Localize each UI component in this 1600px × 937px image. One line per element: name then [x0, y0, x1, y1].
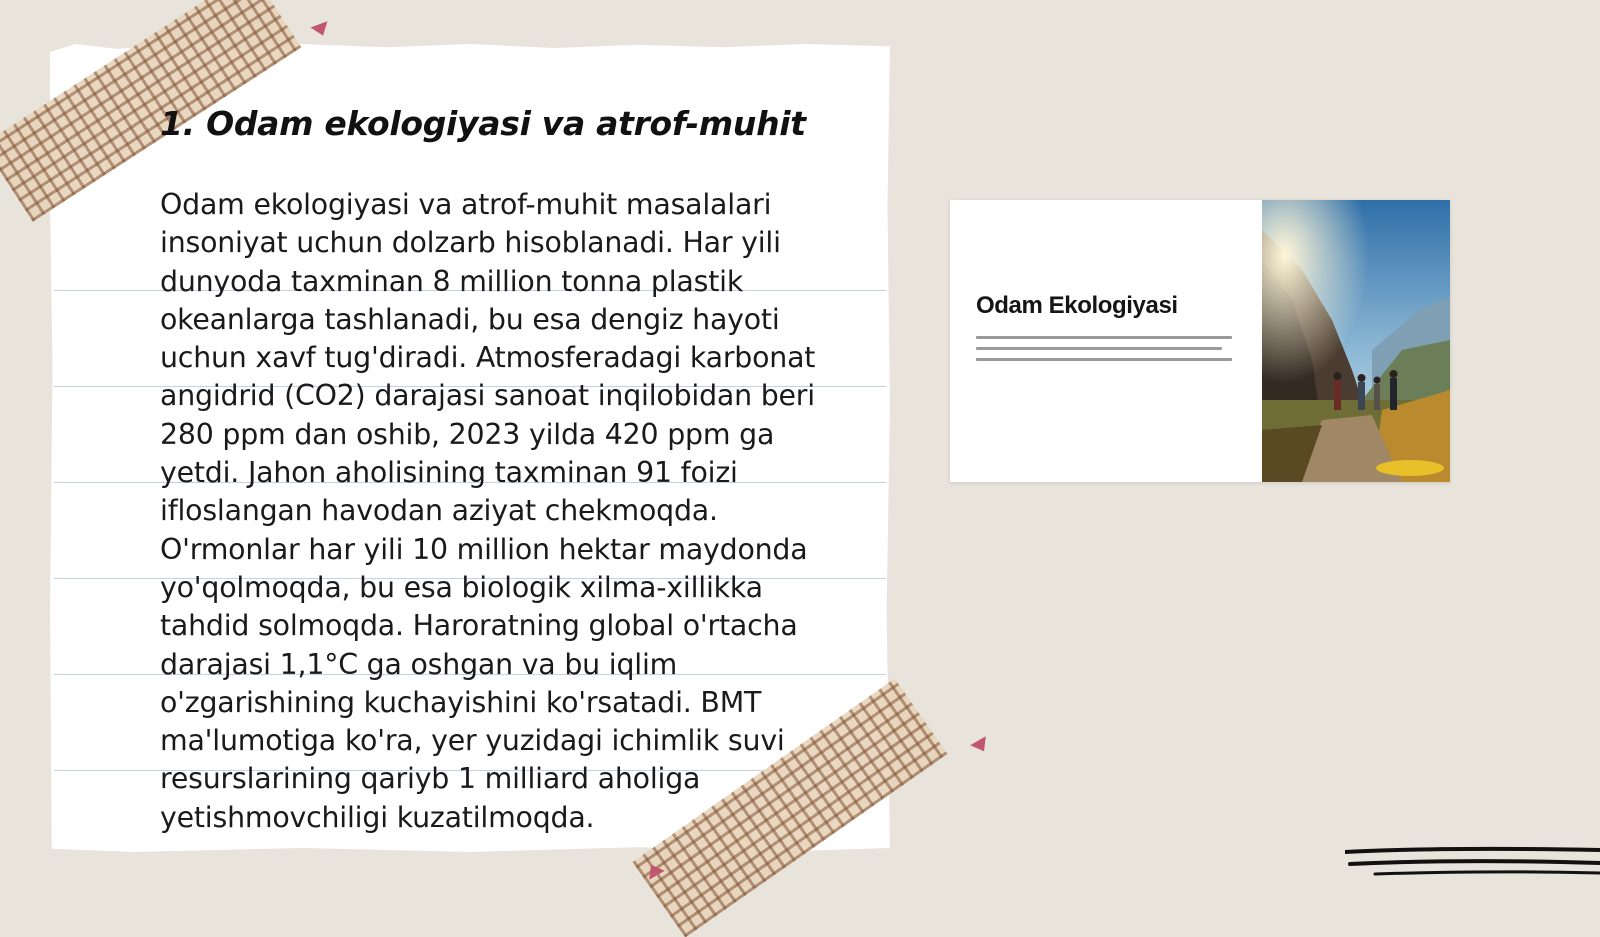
thumbnail-title: Odam Ekologiyasi: [976, 292, 1178, 319]
thumbnail-text-lines: [976, 336, 1232, 369]
slide-title: 1. Odam ekologiyasi va atrof-muhit: [160, 104, 806, 143]
slide-thumbnail[interactable]: [950, 200, 1450, 482]
pin-icon: [310, 21, 331, 38]
decorative-ink-strokes: [1345, 842, 1600, 892]
slide-body-text: Odam ekologiyasi va atrof-muhit masalalari insoniyat uchun dolzarb hisoblanadi. Har yili dunyoda taxminan 8 million tonna plastik okeanlarga tashlanadi, bu esa dengiz hayoti uchun xavf tug'diradi. Atmosferadagi karbonat angidrid (CO2) darajasi sanoat inqilobidan beri 280 ppm dan oshib, 2023 yilda 420 ppm ga yetdi. Jahon aholisining taxminan 91 foizi ifloslangan havodan aziyat chekmoqda. O'rmonlar har yili 10 million hektar maydonda yo'qolmoqda, bu esa biologik xilma-xillikka tahdid solmoqda. Haroratning global o'rtacha darajasi 1,1°C ga oshgan va bu iqlim o'zgarishining kuchayishini ko'rsatadi. BMT ma'lumotiga ko'ra, yer yuzidagi ichimlik suvi resurslarining qariyb 1 milliard aholiga yetishmovchiligi kuzatilmoqda.: [160, 188, 816, 834]
pin-icon: [970, 736, 992, 755]
mountain-hikers-photo: [1262, 200, 1450, 482]
